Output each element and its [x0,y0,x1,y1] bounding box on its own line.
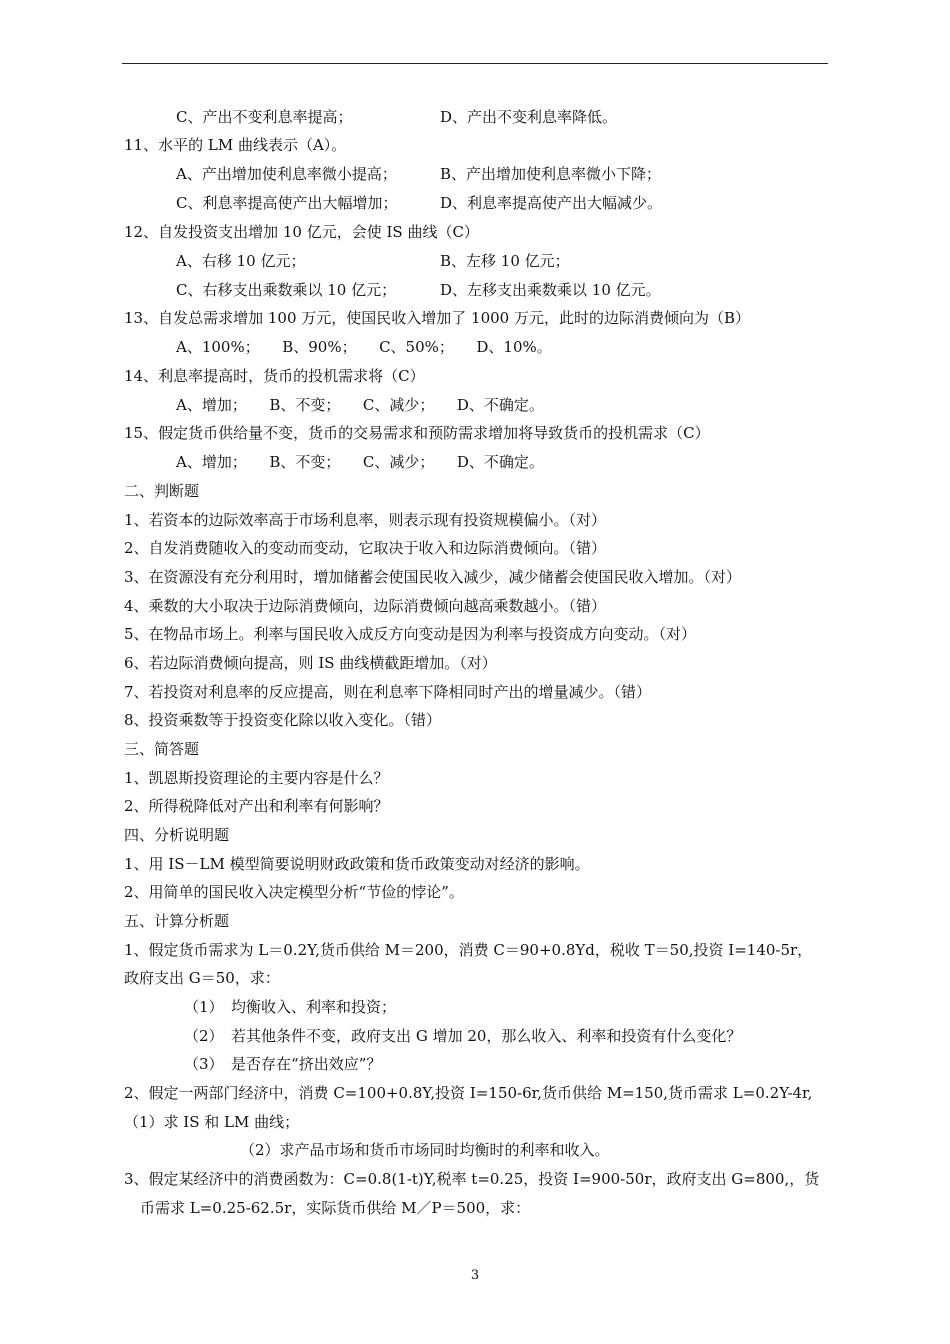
text-line: 14、利息率提高时，货币的投机需求将（C） [124,367,425,385]
text-line: 3、假定某经济中的消费函数为：C=0.8(1-t)Y,税率 t=0.25，投资 I=900-50r，政府支出 G=800,，货 [124,1170,820,1188]
text-line: 4、乘数的大小取决于边际消费倾向，边际消费倾向越高乘数越小。（错） [124,597,607,615]
text-line-option: D、产出不变利息率降低。 [440,108,618,126]
text-line: A、产出增加使利息率微小提高； [176,165,397,183]
text-line: （3） 是否存在“挤出效应”？ [184,1055,382,1073]
text-line: 8、投资乘数等于投资变化除以收入变化。（错） [124,711,442,729]
text-line: 二、判断题 [124,482,200,500]
text-line: 12、自发投资支出增加 10 亿元，会使 IS 曲线（C） [124,223,479,241]
text-line-option: B、产出增加使利息率微小下降； [440,165,662,183]
text-line: 政府支出 G＝50，求： [124,969,280,987]
text-line: 7、若投资对利息率的反应提高，则在利息率下降相同时产出的增量减少。（错） [124,683,652,701]
text-line: （1） 均衡收入、利率和投资； [184,998,397,1016]
text-line: 5、在物品市场上。利率与国民收入成反方向变动是因为利率与投资成方向变动。（对） [124,625,697,643]
text-line: （2）求产品市场和货币市场同时均衡时的利率和收入。 [240,1141,610,1159]
text-line: 11、水平的 LM 曲线表示（A）。 [124,136,347,154]
page-number: 3 [470,1268,480,1283]
text-line: 1、假定货币需求为 L＝0.2Y,货币供给 M＝200，消费 C＝90+0.8Yd，税收 T＝50,投资 I=140-5r， [124,941,813,959]
text-line: 3、在资源没有充分利用时，增加储蓄会使国民收入减少，减少储蓄会使国民收入增加。（对） [124,568,742,586]
text-line: 1、凯恩斯投资理论的主要内容是什么？ [124,769,389,787]
header-rule [122,63,828,64]
text-line: 币需求 L=0.25-62.5r，实际货币供给 M／P＝500，求： [140,1199,531,1217]
text-line: A、右移 10 亿元； [176,252,306,270]
text-line: 五、计算分析题 [124,912,230,930]
text-line: 四、分析说明题 [124,826,230,844]
text-line: 15、假定货币供给量不变，货币的交易需求和预防需求增加将导致货币的投机需求（C） [124,424,710,442]
text-line: A、增加； B、不变； C、减少； D、不确定。 [176,453,544,471]
text-line: （1）求 IS 和 LM 曲线； [124,1113,300,1131]
text-line: 1、若资本的边际效率高于市场利息率，则表示现有投资规模偏小。（对） [124,511,607,529]
text-line: A、100%； B、90%； C、50%； D、10%。 [176,338,552,356]
text-line: 2、用简单的国民收入决定模型分析“节俭的悖论”。 [124,883,464,901]
text-line: （2） 若其他条件不变，政府支出 G 增加 20，那么收入、利率和投资有什么变化？ [184,1027,742,1045]
text-line: 13、自发总需求增加 100 万元，使国民收入增加了 1000 万元，此时的边际消费倾向为（B） [124,309,750,327]
text-line: C、右移支出乘数乘以 10 亿元； [176,281,397,299]
text-line-option: D、左移支出乘数乘以 10 亿元。 [440,281,661,299]
text-line: 2、自发消费随收入的变动而变动，它取决于收入和边际消费倾向。（错） [124,539,607,557]
text-line: C、利息率提高使产出大幅增加； [176,194,398,212]
text-line: C、产出不变利息率提高； [176,108,353,126]
text-line: 2、假定一两部门经济中，消费 C=100+0.8Y,投资 I=150-6r,货币供给 M=150,货币需求 L=0.2Y-4r, [124,1084,813,1102]
text-line-option: D、利息率提高使产出大幅减少。 [440,194,663,212]
text-line: 6、若边际消费倾向提高，则 IS 曲线横截距增加。（对） [124,654,497,672]
text-line: 1、用 IS－LM 模型简要说明财政政策和货币政策变动对经济的影响。 [124,855,590,873]
text-line: 三、简答题 [124,740,200,758]
text-line-option: B、左移 10 亿元； [440,252,570,270]
text-line: A、增加； B、不变； C、减少； D、不确定。 [176,396,544,414]
text-line: 2、所得税降低对产出和利率有何影响？ [124,797,389,815]
